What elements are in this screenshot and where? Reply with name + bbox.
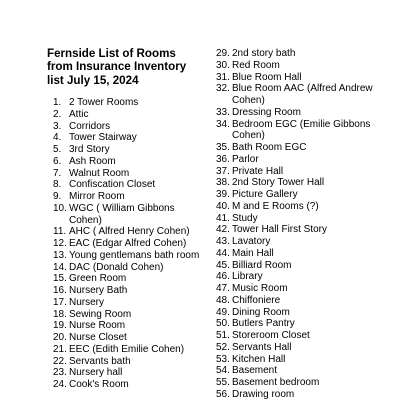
list-item (216, 119, 400, 143)
list-item-room-name: Butlers Pantry (232, 318, 295, 330)
list-item-room-name: Storeroom Closet (232, 330, 310, 341)
list-item-room-name: M and E Rooms (?) (232, 200, 319, 212)
list-item-number: 53. (216, 353, 230, 365)
list-item-number: 46. (216, 271, 230, 283)
list-item-room-name: WGC ( William Gibbons Cohen) (69, 202, 175, 226)
list-item-room-name: Blue Room Hall (232, 71, 302, 83)
list-item (216, 260, 400, 272)
list-item-room-name: Nursery (69, 296, 105, 308)
list-item (216, 330, 400, 342)
list-item (53, 168, 201, 180)
list-item-room-name: 3rd Story (69, 144, 110, 155)
list-item-number: 17. (53, 296, 67, 308)
list-item-room-name: Chiffoniere (232, 294, 281, 306)
list-item-room-name: Picture Gallery (232, 189, 298, 200)
list-item-number: 6. (53, 155, 62, 167)
list-item-room-name: Nurse Closet (69, 332, 127, 343)
list-item-room-name: Red Room (232, 59, 280, 71)
list-item-number: 43. (216, 236, 230, 247)
list-item (216, 354, 400, 366)
list-item (216, 142, 400, 154)
list-item-room-name: 2nd Story Tower Hall (232, 177, 325, 189)
list-item (53, 344, 201, 356)
list-item-room-name: Walnut Room (69, 167, 130, 179)
list-item (216, 295, 400, 307)
list-item-number: 7. (53, 167, 62, 179)
list-item (53, 262, 201, 274)
list-item-room-name: Basement bedroom (232, 377, 320, 388)
list-item-number: 30. (216, 59, 230, 71)
document-title (47, 47, 207, 87)
list-item-number: 55. (216, 377, 230, 388)
list-item (216, 236, 400, 248)
list-item-number: 20. (53, 332, 67, 343)
list-item (216, 166, 400, 178)
list-item (53, 250, 201, 262)
list-item-number: 9. (53, 191, 62, 202)
list-item-number: 42. (216, 224, 230, 236)
list-item-number: 31. (216, 71, 230, 83)
list-item-number: 24. (53, 379, 67, 390)
list-item-room-name: Mirror Room (69, 191, 125, 202)
list-item (53, 379, 201, 391)
list-item-room-name: Bedroom EGC (Emilie Gibbons Cohen) (232, 118, 371, 142)
list-item-room-name: Blue Room AAC (Alfred Andrew Cohen) (232, 83, 373, 106)
list-item-room-name: Young gentlemans bath room (69, 249, 200, 261)
list-item-number: 16. (53, 285, 67, 296)
list-item-room-name: Servants bath (69, 355, 131, 367)
room-list-left-column (53, 97, 201, 391)
list-item-room-name: Dressing Room (232, 106, 301, 118)
list-item (216, 318, 400, 330)
list-item-room-name: Main Hall (232, 247, 274, 259)
list-item (53, 320, 201, 332)
list-item-room-name: Dining Room (232, 306, 290, 318)
list-item (216, 283, 400, 295)
list-item-number: 14. (53, 261, 67, 273)
list-item (53, 238, 201, 250)
list-item-room-name: Attic (69, 108, 89, 120)
title-line-3: list July 15, 2024 (47, 73, 139, 87)
list-item-number: 32. (216, 83, 230, 95)
list-item-room-name: 2nd story bath (232, 48, 296, 59)
list-item-room-name: Green Room (69, 273, 127, 285)
list-item-number: 21. (53, 343, 67, 355)
list-item-number: 12. (53, 238, 67, 249)
list-item (53, 156, 201, 168)
list-item (216, 177, 400, 189)
list-item-number: 56. (216, 388, 230, 400)
list-item (53, 367, 201, 379)
list-item (53, 191, 201, 203)
list-item-number: 38. (216, 177, 230, 189)
list-item-room-name: Ash Room (69, 155, 116, 167)
list-item-room-name: Music Room (232, 283, 288, 294)
list-item (216, 248, 400, 260)
list-item (216, 107, 400, 119)
list-item-number: 44. (216, 247, 230, 259)
list-item-room-name: Confiscation Closet (69, 179, 156, 191)
list-item (216, 60, 400, 72)
list-item-number: 22. (53, 355, 67, 367)
list-item-room-name: Nursery Bath (69, 285, 128, 296)
list-item-number: 5. (53, 144, 62, 155)
list-item (216, 201, 400, 213)
list-item-number: 34. (216, 118, 230, 130)
title-line-1: Fernside List of Rooms (47, 47, 176, 60)
list-item-room-name: Corridors (69, 120, 111, 132)
list-item-room-name: Study (232, 212, 258, 224)
room-list-right-column (216, 48, 400, 400)
list-item (216, 224, 400, 236)
list-item (53, 332, 201, 344)
list-item-room-name: Sewing Room (69, 308, 132, 320)
list-item-room-name: Bath Room EGC (232, 142, 307, 153)
list-item-room-name: Tower Stairway (69, 132, 137, 144)
list-item (53, 356, 201, 368)
list-item-number: 1. (53, 97, 62, 108)
list-item-room-name: Kitchen Hall (232, 353, 286, 365)
list-item-number: 39. (216, 189, 230, 200)
list-item (216, 213, 400, 225)
list-item-number: 51. (216, 330, 230, 341)
list-item-room-name: Library (232, 271, 263, 283)
list-item (216, 377, 400, 389)
list-item (216, 342, 400, 354)
list-item (216, 389, 400, 400)
list-item-number: 50. (216, 318, 230, 330)
list-item-room-name: Nurse Room (69, 320, 126, 332)
list-item (53, 273, 201, 285)
list-item-room-name: Cook's Room (69, 379, 129, 390)
list-item-room-name: Parlor (232, 153, 259, 165)
list-item-number: 47. (216, 283, 230, 294)
list-item-number: 23. (53, 367, 67, 379)
list-item-number: 37. (216, 165, 230, 177)
list-item (53, 144, 201, 156)
list-item (216, 154, 400, 166)
list-item (53, 203, 201, 227)
list-item-number: 18. (53, 308, 67, 320)
list-item-number: 52. (216, 341, 230, 353)
list-item-number: 4. (53, 132, 62, 144)
list-item (53, 226, 201, 238)
list-item (216, 189, 400, 201)
list-item-room-name: EEC (Edith Emilie Cohen) (69, 343, 185, 355)
list-item (216, 271, 400, 283)
list-item-number: 3. (53, 120, 62, 132)
list-item-number: 29. (216, 48, 230, 59)
list-item (53, 121, 201, 133)
list-item-number: 40. (216, 200, 230, 212)
list-item (53, 109, 201, 121)
list-item (53, 285, 201, 297)
list-item-number: 11. (53, 226, 67, 238)
list-item-number: 15. (53, 273, 67, 285)
list-item-room-name: Basement (232, 365, 278, 377)
list-item-room-name: DAC (Donald Cohen) (69, 261, 164, 273)
list-item-room-name: Lavatory (232, 236, 271, 247)
list-item-room-name: Drawing room (232, 388, 295, 400)
list-item-number: 2. (53, 108, 62, 120)
list-item (216, 307, 400, 319)
list-item-room-name: Billiard Room (232, 259, 292, 271)
list-item-room-name: Nursery hall (69, 367, 123, 379)
list-item (53, 97, 201, 109)
list-item (216, 365, 400, 377)
list-item-number: 45. (216, 259, 230, 271)
list-item-room-name: Private Hall (232, 165, 284, 177)
list-item-number: 13. (53, 249, 67, 261)
list-item-number: 36. (216, 153, 230, 165)
list-item-number: 48. (216, 294, 230, 306)
list-item-number: 19. (53, 320, 67, 332)
list-item-room-name: EAC (Edgar Alfred Cohen) (69, 238, 187, 249)
list-item-room-name: Servants Hall (232, 341, 292, 353)
list-item-number: 10. (53, 202, 67, 214)
list-item (53, 297, 201, 309)
list-item (216, 83, 400, 107)
list-item-number: 49. (216, 306, 230, 318)
list-item-room-name: Tower Hall First Story (232, 224, 328, 236)
list-item-number: 33. (216, 106, 230, 118)
list-item (216, 48, 400, 60)
list-item-number: 8. (53, 179, 62, 191)
list-item-room-name: 2 Tower Rooms (69, 97, 139, 108)
list-item (53, 132, 201, 144)
title-line-2: from Insurance Inventory (47, 60, 187, 74)
list-item-number: 54. (216, 365, 230, 377)
list-item (53, 179, 201, 191)
list-item (53, 309, 201, 321)
list-item-number: 35. (216, 142, 230, 153)
list-item (216, 72, 400, 84)
list-item-room-name: AHC ( Alfred Henry Cohen) (69, 226, 190, 238)
list-item-number: 41. (216, 212, 230, 224)
